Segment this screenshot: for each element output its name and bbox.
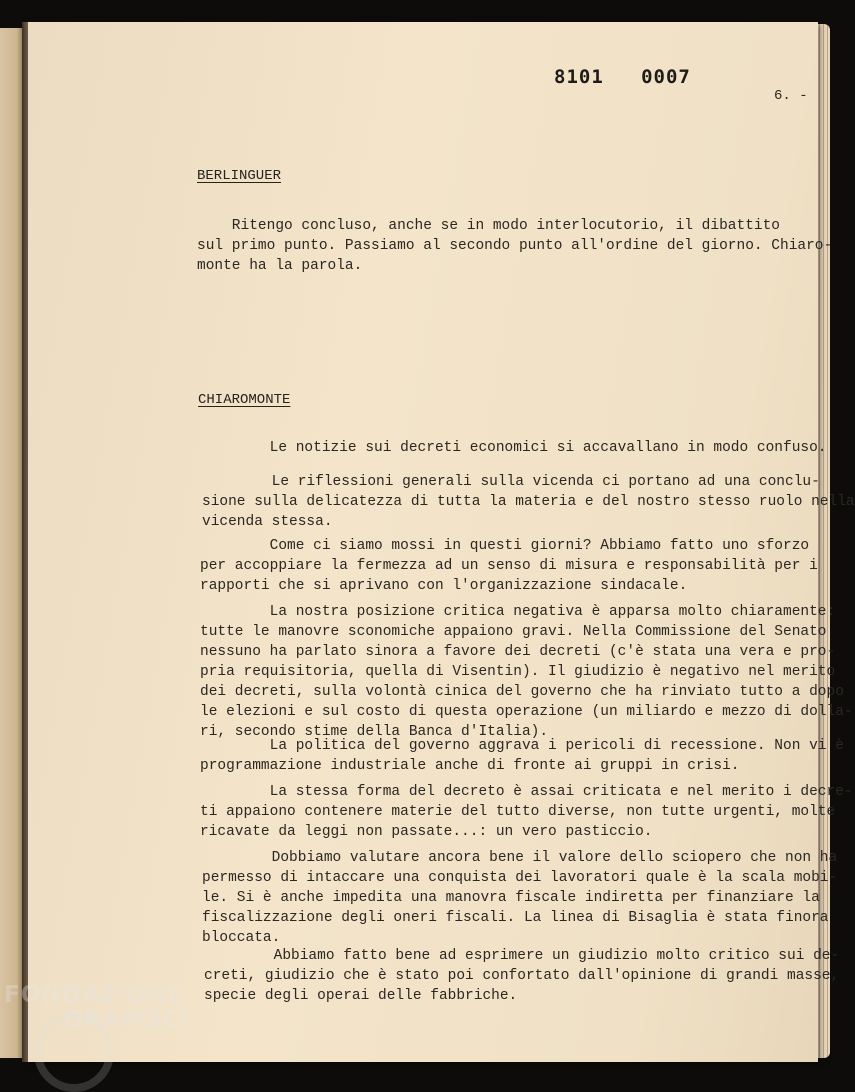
paragraph	[204, 946, 840, 1006]
text-line: Dobbiamo valutare ancora bene il valore dello sciopero che non ha	[202, 850, 838, 866]
text-line: Le notizie sui decreti economici si accavallano in modo confuso.	[200, 440, 827, 456]
text-line: sul primo punto. Passiamo al secondo punto all'ordine del giorno. Chiaro-	[197, 238, 833, 254]
text-line: monte ha la parola.	[197, 258, 363, 274]
paragraph	[200, 438, 827, 458]
text-line: fiscalizzazione degli oneri fiscali. La linea di Bisaglia è stata finora	[202, 910, 829, 926]
text-line: La stessa forma del decreto è assai criticata e nel merito i decre-	[200, 784, 853, 800]
watermark-text: GRAMSCI	[64, 1007, 191, 1033]
document-page	[28, 22, 855, 1062]
text-line: ri, secondo stime della Banca d'Italia).	[200, 724, 549, 740]
text-line: Le riflessioni generali sulla vicenda ci portano ad una conclu-	[202, 474, 820, 490]
text-line: dei decreti, sulla volontà cinica del governo che ha rinviato tutto a dopo	[200, 684, 844, 700]
facing-page-edge	[0, 28, 24, 1058]
text-line: permesso di intaccare una conquista dei lavoratori quale è la scala mobi-	[202, 870, 838, 886]
text-line: vicenda stessa.	[202, 514, 333, 530]
text-line: Abbiamo fatto bene ad esprimere un giudizio molto critico sui de-	[204, 948, 840, 964]
text-line: rapporti che si aprivano con l'organizzazione sindacale.	[200, 578, 688, 594]
text-line: specie degli operai delle fabbriche.	[204, 988, 518, 1004]
text-line: creti, giudizio che è stato poi confortato dall'opinione di grandi masse,	[204, 968, 840, 984]
paragraph	[200, 782, 853, 842]
page-number: 6. -	[774, 88, 808, 104]
archive-number: 8101 0007	[554, 66, 691, 88]
text-line: le. Si è anche impedita una manovra fiscale indiretta per finanziare la	[202, 890, 820, 906]
paragraph	[197, 216, 833, 276]
text-line: ti appaiono contenere materie del tutto diverse, non tutte urgenti, molte	[200, 804, 836, 820]
paragraph	[200, 736, 844, 776]
text-line: pria requisitoria, quella di Visentin). Il giudizio è negativo nel merito	[200, 664, 836, 680]
text-line: Come ci siamo mossi in questi giorni? Abbiamo fatto uno sforzo	[200, 538, 810, 554]
speaker-heading-chiaromonte: CHIAROMONTE	[198, 392, 291, 408]
text-line: La politica del governo aggrava i pericoli di recessione. Non vi è	[200, 738, 844, 754]
text-line: nessuno ha parlato sinora a favore dei decreti (c'è stata una vera e pro-	[200, 644, 836, 660]
text-line: programmazione industriale anche di fronte ai gruppi in crisi.	[200, 758, 740, 774]
paragraph	[202, 472, 855, 532]
text-line: sione sulla delicatezza di tutta la materia e del nostro stesso ruolo nella	[202, 494, 855, 510]
text-line: bloccata.	[202, 930, 281, 946]
text-line: Ritengo concluso, anche se in modo interlocutorio, il dibattito	[197, 218, 780, 234]
watermark-text: FONDAZIONE	[4, 982, 186, 1008]
paragraph	[200, 536, 818, 596]
watermark-text: onlus	[176, 1029, 201, 1039]
watermark-logo	[4, 984, 200, 1039]
text-line: ricavate da leggi non passate...: un vero pasticcio.	[200, 824, 653, 840]
text-line: le elezioni e sul costo di questa operazione (un miliardo e mezzo di dolla-	[200, 704, 853, 720]
paragraph	[202, 848, 838, 948]
text-line: per accoppiare la fermezza ad un senso di misura e responsabilità per i	[200, 558, 818, 574]
text-line: La nostra posizione critica negativa è apparsa molto chiaramente:	[200, 604, 836, 620]
text-line: tutte le manovre sconomiche appaiono gravi. Nella Commissione del Senato	[200, 624, 827, 640]
speaker-heading-berlinguer: BERLINGUER	[197, 168, 282, 184]
paragraph	[200, 602, 853, 742]
